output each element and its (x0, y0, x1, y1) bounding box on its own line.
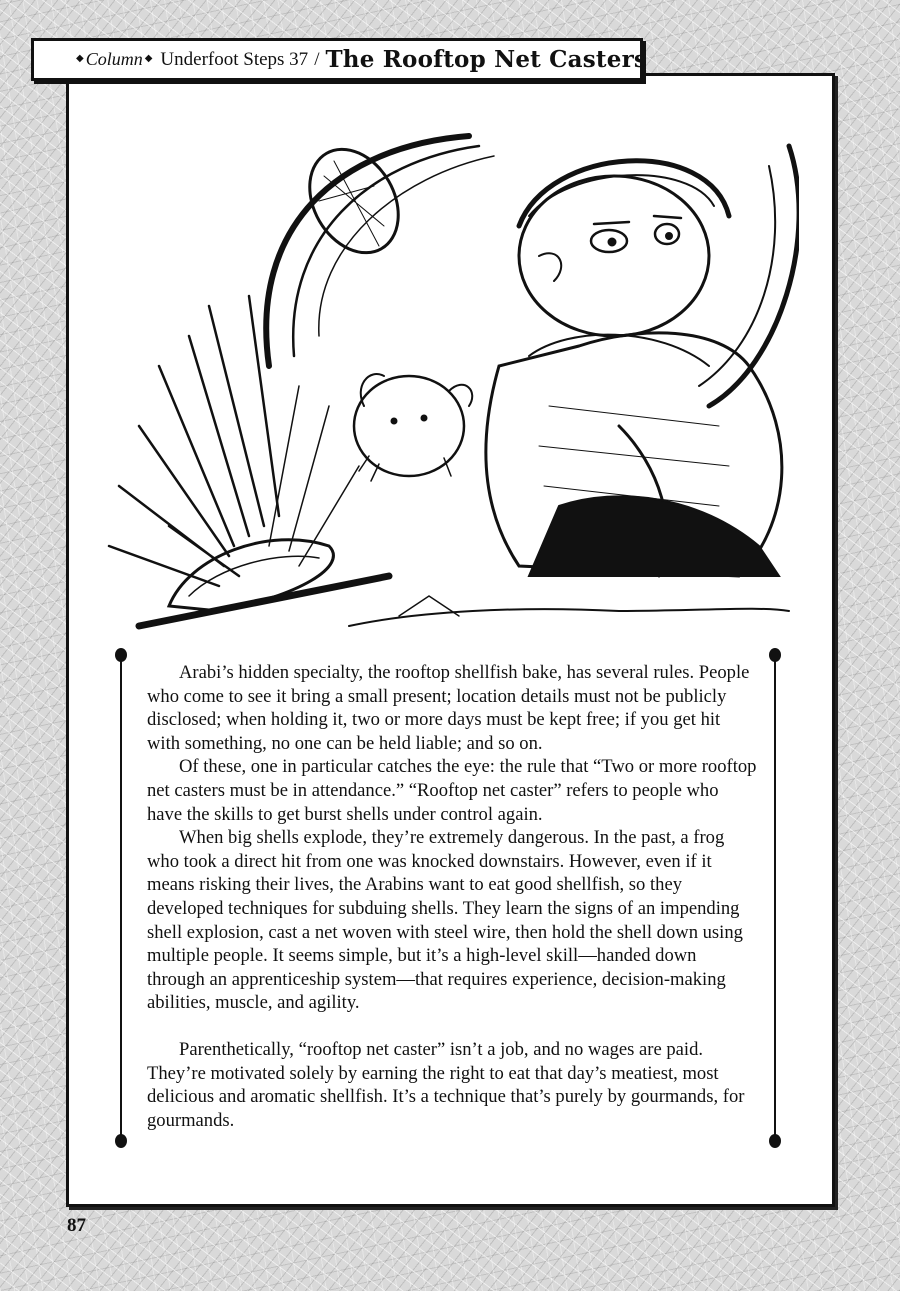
page-title: The Rooftop Net Casters (325, 46, 648, 73)
illustration (99, 106, 799, 636)
column-label: Column (85, 49, 143, 69)
left-bracket-ornament (117, 648, 125, 1148)
page-number: 87 (67, 1215, 86, 1236)
column-steps: Underfoot Steps 37 (160, 48, 309, 70)
paragraph: Parenthetically, “rooftop net caster” isn’t a job, and no wages are paid. They’re motivated solely by earning the right to eat that day’s meatiest, most delicious and aromatic shellfish. It’s a technique that’s purely by gourmands, for gourmands. (147, 1038, 745, 1131)
column-header (31, 38, 648, 81)
content-panel (66, 73, 835, 1207)
diamond-ornament-icon: ◆ (144, 53, 153, 64)
article-body (147, 661, 757, 1132)
header-separator: / (314, 48, 320, 70)
right-bracket-ornament (771, 648, 779, 1148)
paragraph: Arabi’s hidden specialty, the rooftop shellfish bake, has several rules. People who come to see it bring a small present; location details must not be publicly disclosed; when holding it, two or more days must be kept free; if you get hit with something, no one can be held liable; and so on. (147, 662, 750, 754)
diamond-ornament-icon: ◆ (76, 53, 84, 64)
paragraph: When big shells explode, they’re extremely dangerous. In the past, a frog who took a direct hit from one was knocked downstairs. However, even if it means risking their lives, the Arabins want to eat good shellfish, so they developed techniques for subduing shells. They learn the signs of an impending shell explosion, cast a net woven with steel wire, then hold the shell down using multiple people. It seems simple, but it’s a high-level skill—handed down through an apprenticeship system—that requires experience, decision-making abilities, muscle, and agility. (147, 827, 743, 1014)
paragraph: Of these, one in particular catches the eye: the rule that “Two or more rooftop net casters must be in attendance.” “Rooftop net caster” refers to people who have the skills to get burst shells under control again. (147, 756, 757, 825)
